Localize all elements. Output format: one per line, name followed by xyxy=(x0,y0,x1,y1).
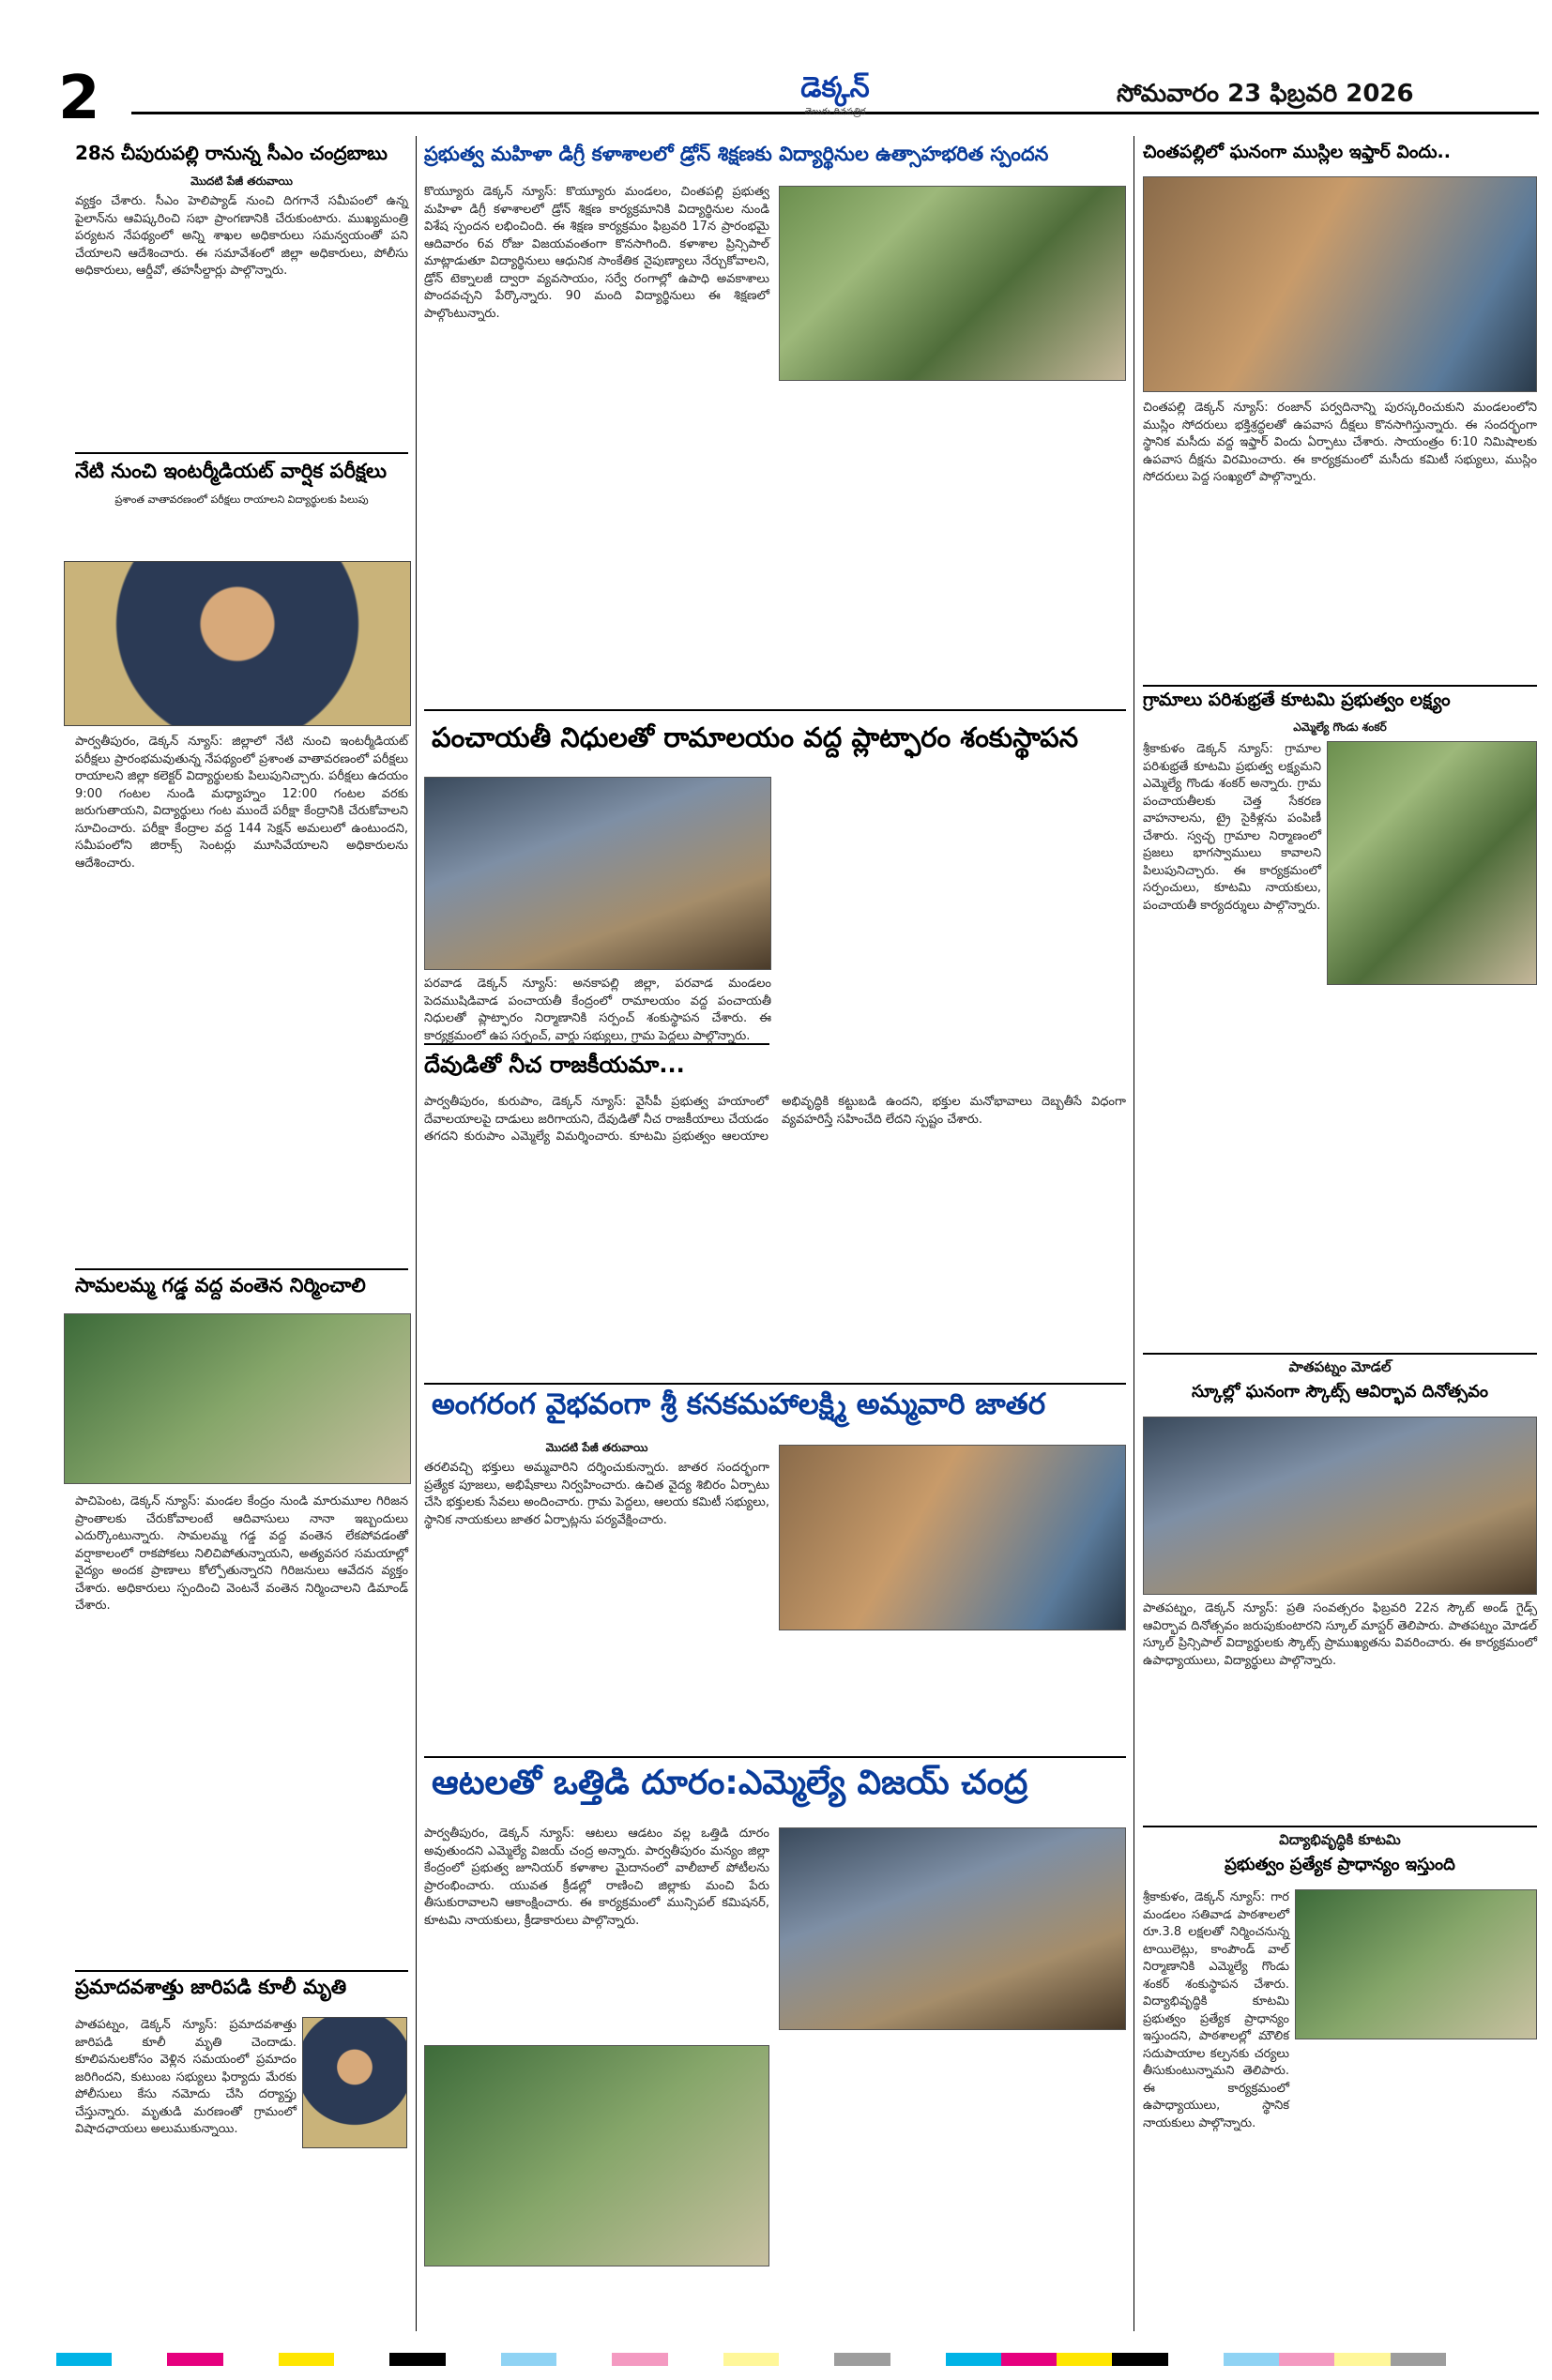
article-title: ప్రమాదవశాత్తు జారిపడి కూలీ మృతి xyxy=(75,1976,347,1998)
collector-photo xyxy=(64,561,411,726)
color-swatch xyxy=(1279,2353,1334,2366)
bridge-site-photo xyxy=(64,1313,411,1484)
article-rule xyxy=(424,1043,769,1045)
article-body: పాతపట్నం, డెక్కన్ న్యూస్: ప్రతి సంవత్సరం ఫిబ్రవరి 22న స్కౌట్ అండ్ గైడ్స్ ఆవిర్భావ దినోత్సవం జరుపుకుంటారని స్కూల్ మాస్టర్ తెలిపారు. పాతపట్నం మోడల్ స్కూల్ ప్రిన్సిపాల్ విద్యార్థులకు స్కౌట్స్ ప్రాముఖ్యతను వివరించారు. ఈ కార్యక్రమంలో ఉపాధ్యాయులు, విద్యార్థులు పాల్గొన్నారు. xyxy=(1143,1601,1537,1668)
article-body: పార్వతీపురం, డెక్కన్ న్యూస్: ఆటలు ఆడటం వల్ల ఒత్తిడి దూరం అవుతుందని ఎమ్మెల్యే విజయ్ చంద్ర అన్నారు. పార్వతీపురం మన్యం జిల్లా కేంద్రంలో ప్రభుత్వ జూనియర్ కళాశాల మైదానంలో వాలీబాల్ పోటీలను ప్రారంభించారు. యువత క్రీడల్లో రాణించి జిల్లాకు మంచి పేరు తీసుకురావాలని ఆకాంక్షించారు. ఈ కార్యక్రమంలో మున్సిపల్ కమిషనర్, కూటమి నాయకులు, క్రీడాకారులు పాల్గొన్నారు. xyxy=(424,1827,769,1928)
article-title: దేవుడితో నీచ రాజకీయమా... xyxy=(424,1052,685,1078)
mla-sports-photo xyxy=(424,2045,769,2266)
article-kicker: విద్యాభివృద్ధికి కూటమి xyxy=(1279,1831,1401,1848)
article-body-continued xyxy=(779,2038,1126,2319)
color-swatch xyxy=(279,2353,334,2366)
article-body-continued xyxy=(779,1636,1126,1749)
article-rule xyxy=(1143,1353,1537,1355)
article-body: వ్యక్తం చేశారు. సీఎం హెలిప్యాడ్ నుంచి దిగగానే సమీపంలో ఉన్న పైలాన్‌ను ఆవిష్కరించి సభా ప్రాంగణానికి చేరుకుంటారు. ముఖ్యమంత్రి పర్యటన నేపథ్యంలో అన్ని శాఖల అధికారులు సమన్వయంతో పని చేయాలని ఆదేశించారు. ఈ సమావేశంలో జిల్లా అధికారులు, పోలీసు అధికారులు, ఆర్డీవో, తహసీల్దార్లు పాల్గొన్నారు. xyxy=(75,194,408,278)
color-swatch xyxy=(779,2353,834,2366)
color-swatch xyxy=(1112,2353,1167,2366)
color-swatch xyxy=(334,2353,389,2366)
article-body: కొయ్యూరు డెక్కన్ న్యూస్: కొయ్యూరు మండలం, చింతపల్లి ప్రభుత్వ మహిళా డిగ్రీ కళాశాలలో డ్రోన్ శిక్షణ కార్యక్రమానికి విద్యార్థినుల నుండి విశేష స్పందన లభించింది. ఈ శిక్షణ కార్యక్రమం ఫిబ్రవరి 17న ప్రారంభమై ఆదివారం 6వ రోజు విజయవంతంగా కొనసాగింది. కళాశాల ప్రిన్సిపాల్ మాట్లాడుతూ విద్యార్థినులు ఆధునిక సాంకేతిక నైపుణ్యాలు నేర్చుకోవాలని, డ్రోన్ టెక్నాలజీ ద్వారా వ్యవసాయం, సర్వే రంగాల్లో ఉపాధి అవకాశాలు పొందవచ్చని పేర్కొన్నారు. 90 మంది విద్యార్థినులు ఈ శిక్షణలో పాల్గొంటున్నారు. xyxy=(424,185,769,321)
column-divider xyxy=(416,136,417,2331)
color-swatch xyxy=(446,2353,501,2366)
article-body-continued xyxy=(1143,2045,1537,2327)
brand-tagline: తెలుగు దినపత్రిక xyxy=(804,107,866,117)
article-title: 28న చీపురుపల్లి రానున్న సీఎం చంద్రబాబు xyxy=(75,142,388,164)
color-swatch xyxy=(112,2353,167,2366)
continuation-label: మొదటి పేజీ తరువాయి xyxy=(190,174,293,188)
article-rule xyxy=(75,452,408,454)
page-number: 2 xyxy=(58,64,100,133)
article-title: చింతపల్లిలో ఘనంగా ముస్లిల ఇఫ్తార్ విందు.. xyxy=(1143,142,1451,162)
article-kicker: పాతపట్నం మోడల్ xyxy=(1288,1358,1392,1375)
article-rule xyxy=(1143,685,1537,687)
article-rule xyxy=(75,1970,408,1972)
article-body-continued xyxy=(779,387,1126,700)
color-swatch xyxy=(834,2353,890,2366)
color-swatch xyxy=(612,2353,667,2366)
color-swatch xyxy=(668,2353,723,2366)
drone-training-photo xyxy=(779,186,1126,381)
article-body: పాచిపెంట, డెక్కన్ న్యూస్: మండల కేంద్రం నుండి మారుమూల గిరిజన ప్రాంతాలకు చేరుకోవాలంటే ఆదివాసులు నానా ఇబ్బందులు ఎదుర్కొంటున్నారు. సామలమ్మ గడ్డ వద్ద వంతెన లేకపోవడంతో వర్షాకాలంలో రాకపోకలు నిలిచిపోతున్నాయని, అత్యవసర సమయాల్లో వైద్యం అందక ప్రాణాలు కోల్పోతున్నారని గిరిజనులు ఆవేదన వ్యక్తం చేశారు. అధికారులు స్పందించి వెంటనే వంతెన నిర్మించాలని డిమాండ్ చేశారు. xyxy=(75,1494,408,1613)
school-foundation-photo xyxy=(1295,1889,1537,2039)
article-rule xyxy=(424,1383,1126,1385)
article-title: పంచాయతీ నిధులతో రామాలయం వద్ద ప్లాట్ఫారం శంకుస్థాపన xyxy=(432,721,1079,753)
temple-festival-photo xyxy=(779,1445,1126,1630)
scouts-day-photo xyxy=(1143,1417,1537,1595)
continuation-label: మొదటి పేజీ తరువాయి xyxy=(545,1441,648,1454)
color-swatch xyxy=(1224,2353,1279,2366)
foundation-ceremony-photo xyxy=(424,777,771,970)
color-swatch xyxy=(389,2353,445,2366)
article-body-continued xyxy=(779,777,1126,1039)
article-title: అంగరంగ వైభవంగా శ్రీ కనకమహాలక్ష్మి అమ్మవారి జాతర xyxy=(432,1387,1046,1421)
brand-name: డెక్కన్ xyxy=(800,71,870,104)
article-title: ఆటలతో ఒత్తిడి దూరం:ఎమ్మెల్యే విజయ్ చంద్ర xyxy=(432,1764,1028,1802)
sanitation-vehicle-photo xyxy=(1327,741,1537,985)
color-swatch xyxy=(1446,2353,1501,2366)
article-rule xyxy=(424,709,1126,711)
color-swatch xyxy=(1391,2353,1446,2366)
article-body: శ్రీకాకుళం డెక్కన్ న్యూస్: గ్రామాల పరిశుభ్రతే కూటమి ప్రభుత్వ లక్ష్యమని ఎమ్మెల్యే గొండు శంకర్ అన్నారు. గ్రామ పంచాయతీలకు చెత్త సేకరణ వాహనాలను, ట్రై సైకిళ్లను పంపిణీ చేశారు. స్వచ్ఛ గ్రామాల నిర్మాణంలో ప్రజలు భాగస్వాములు కావాలని పిలుపునిచ్చారు. ఈ కార్యక్రమంలో సర్పంచులు, కూటమి నాయకులు, పంచాయతీ కార్యదర్శులు పాల్గొన్నారు. xyxy=(1143,742,1321,913)
color-swatch xyxy=(1334,2353,1390,2366)
article-title: ప్రభుత్వ మహిళా డిగ్రీ కళాశాలలో డ్రోన్ శిక్షణకు విద్యార్థినుల ఉత్సాహభరిత స్పందన xyxy=(424,143,1049,165)
color-swatch xyxy=(501,2353,556,2366)
article-body: పార్వతీపురం, కురుపాం, డెక్కన్ న్యూస్: వైసీపీ ప్రభుత్వ హయాంలో దేవాలయాలపై దాడులు జరిగాయని, దేవుడితో నీచ రాజకీయాలు చేయడం తగదని కురుపాం ఎమ్మెల్యే విమర్శించారు. కూటమి ప్రభుత్వం ఆలయాల అభివృద్ధికి కట్టుబడి ఉందని, భక్తుల మనోభావాలు దెబ్బతీసే విధంగా వ్యవహరిస్తే సహించేది లేదని స్పష్టం చేశారు. xyxy=(424,1095,1126,1144)
color-swatch xyxy=(890,2353,946,2366)
color-swatch xyxy=(167,2353,222,2366)
article-body: పాతపట్నం, డెక్కన్ న్యూస్: ప్రమాదవశాత్తు జారిపడి కూలీ మృతి చెందాడు. కూలిపనులకోసం వెళ్లిన సమయంలో ప్రమాదం జరిగిందని, కుటుంబ సభ్యులు ఫిర్యాదు మేరకు పోలీసులు కేసు నమోదు చేసి దర్యాప్తు చేస్తున్నారు. మృతుడి మరణంతో గ్రామంలో విషాదఛాయలు అలుముకున్నాయి. xyxy=(75,2018,297,2136)
color-swatch xyxy=(1057,2353,1112,2366)
article-body-continued xyxy=(1143,993,1537,1349)
article-title: నేటి నుంచి ఇంటర్మీడియట్ వార్షిక పరీక్షలు xyxy=(75,460,388,482)
color-swatch xyxy=(556,2353,612,2366)
color-swatch xyxy=(223,2353,279,2366)
article-body: శ్రీకాకుళం, డెక్కన్ న్యూస్: గార మండలం సతివాడ పాఠశాలలో రూ.3.8 లక్షలతో నిర్మించనున్న టాయిలెట్లు, కాంపౌండ్ వాల్ నిర్మాణానికి ఎమ్మెల్యే గొండు శంకర్ శంకుస్థాపన చేశారు. విద్యాభివృద్ధికి కూటమి ప్రభుత్వం ప్రత్యేక ప్రాధాన్యం ఇస్తుందని, పాఠశాలల్లో మౌలిక సదుపాయాల కల్పనకు చర్యలు తీసుకుంటున్నామని తెలిపారు. ఈ కార్యక్రమంలో ఉపాధ్యాయులు, స్థానిక నాయకులు పాల్గొన్నారు. xyxy=(1143,1890,1289,2130)
brand-logo xyxy=(755,69,915,122)
article-subtitle: ప్రశాంత వాతావరణంలో పరీక్షలు రాయాలని విద్యార్థులకు పిలుపు xyxy=(114,493,369,506)
article-title: సామలమ్మ గడ్డ వద్ద వంతెన నిర్మించాలి xyxy=(75,1274,366,1296)
color-swatch xyxy=(723,2353,779,2366)
iftar-gathering-photo xyxy=(1143,176,1537,392)
article-title: గ్రామాలు పరిశుభ్రతే కూటమి ప్రభుత్వం లక్ష్యం xyxy=(1143,690,1451,710)
article-rule xyxy=(424,1756,1126,1758)
volleyball-event-photo xyxy=(779,1827,1126,2030)
color-swatch xyxy=(946,2353,1001,2366)
color-swatch xyxy=(56,2353,112,2366)
article-body: చింతపల్లి డెక్కన్ న్యూస్: రంజాన్ పర్వదినాన్ని పురస్కరించుకుని మండలంలోని ముస్లిం సోదరులు భక్తిశ్రద్ధలతో ఉపవాస దీక్షలు కొనసాగిస్తున్నారు. ఈ సందర్భంగా స్థానిక మసీదు వద్ద ఇఫ్తార్ విందు ఏర్పాటు చేశారు. సాయంత్రం 6:10 నిమిషాలకు ఉపవాస దీక్షను విరమించారు. ఈ కార్యక్రమంలో మసీదు కమిటీ సభ్యులు, ముస్లిం సోదరులు పెద్ద సంఖ్యలో పాల్గొన్నారు. xyxy=(1143,401,1537,484)
deceased-photo xyxy=(302,2017,407,2148)
color-registration-bar xyxy=(56,2353,1501,2366)
article-title: ప్రభుత్వం ప్రత్యేక ప్రాధాన్యం ఇస్తుంది xyxy=(1225,1855,1455,1874)
article-body: పార్వతీపురం, డెక్కన్ న్యూస్: జిల్లాలో నేటి నుంచి ఇంటర్మీడియట్ పరీక్షలు ప్రారంభమవుతున్న నేపథ్యంలో ప్రశాంత వాతావరణంలో పరీక్షలు రాయాలని జిల్లా కలెక్టర్ విద్యార్థులకు పిలుపునిచ్చారు. పరీక్షలు ఉదయం 9:00 గంటల నుండి మధ్యాహ్నం 12:00 గంటల వరకు జరుగుతాయని, విద్యార్థులు గంట ముందే పరీక్షా కేంద్రానికి చేరుకోవాలని సూచించారు. పరీక్షా కేంద్రాల వద్ద 144 సెక్షన్ అమలులో ఉంటుందని, సమీపంలోని జిరాక్స్ సెంటర్లు మూసివేయాలని అధికారులను ఆదేశించారు. xyxy=(75,735,408,871)
issue-date: సోమవారం 23 ఫిబ్రవరి 2026 xyxy=(1117,80,1414,108)
article-title: స్కూల్లో ఘనంగా స్కౌట్స్ ఆవిర్భావ దినోత్సవం xyxy=(1191,1382,1489,1402)
color-swatch xyxy=(1001,2353,1057,2366)
color-swatch xyxy=(1168,2353,1224,2366)
article-rule xyxy=(75,1268,408,1270)
article-rule xyxy=(1143,1826,1537,1827)
article-body: పరవాడ డెక్కన్ న్యూస్: అనకాపల్లి జిల్లా, పరవాడ మండలం పెదముషిడివాడ పంచాయతీ కేంద్రంలో రామాలయం వద్ద పంచాయతీ నిధులతో ప్లాట్ఫారం నిర్మాణానికి సర్పంచ్ శంకుస్థాపన చేశారు. ఈ కార్యక్రమంలో ఉప సర్పంచ్, వార్డు సభ్యులు, గ్రామ పెద్దలు పాల్గొన్నారు. xyxy=(424,977,771,1043)
article-subtitle: ఎమ్మెల్యే గొండు శంకర్ xyxy=(1293,720,1387,734)
article-body: తరలివచ్చి భక్తులు అమ్మవారిని దర్శించుకున్నారు. జాతర సందర్భంగా ప్రత్యేక పూజలు, అభిషేకాలు నిర్వహించారు. ఉచిత వైద్య శిబిరం ఏర్పాటు చేసి భక్తులకు సేవలు అందించారు. గ్రామ పెద్దలు, ఆలయ కమిటీ సభ్యులు, స్థానిక నాయకులు జాతర ఏర్పాట్లను పర్యవేక్షించారు. xyxy=(424,1461,769,1527)
